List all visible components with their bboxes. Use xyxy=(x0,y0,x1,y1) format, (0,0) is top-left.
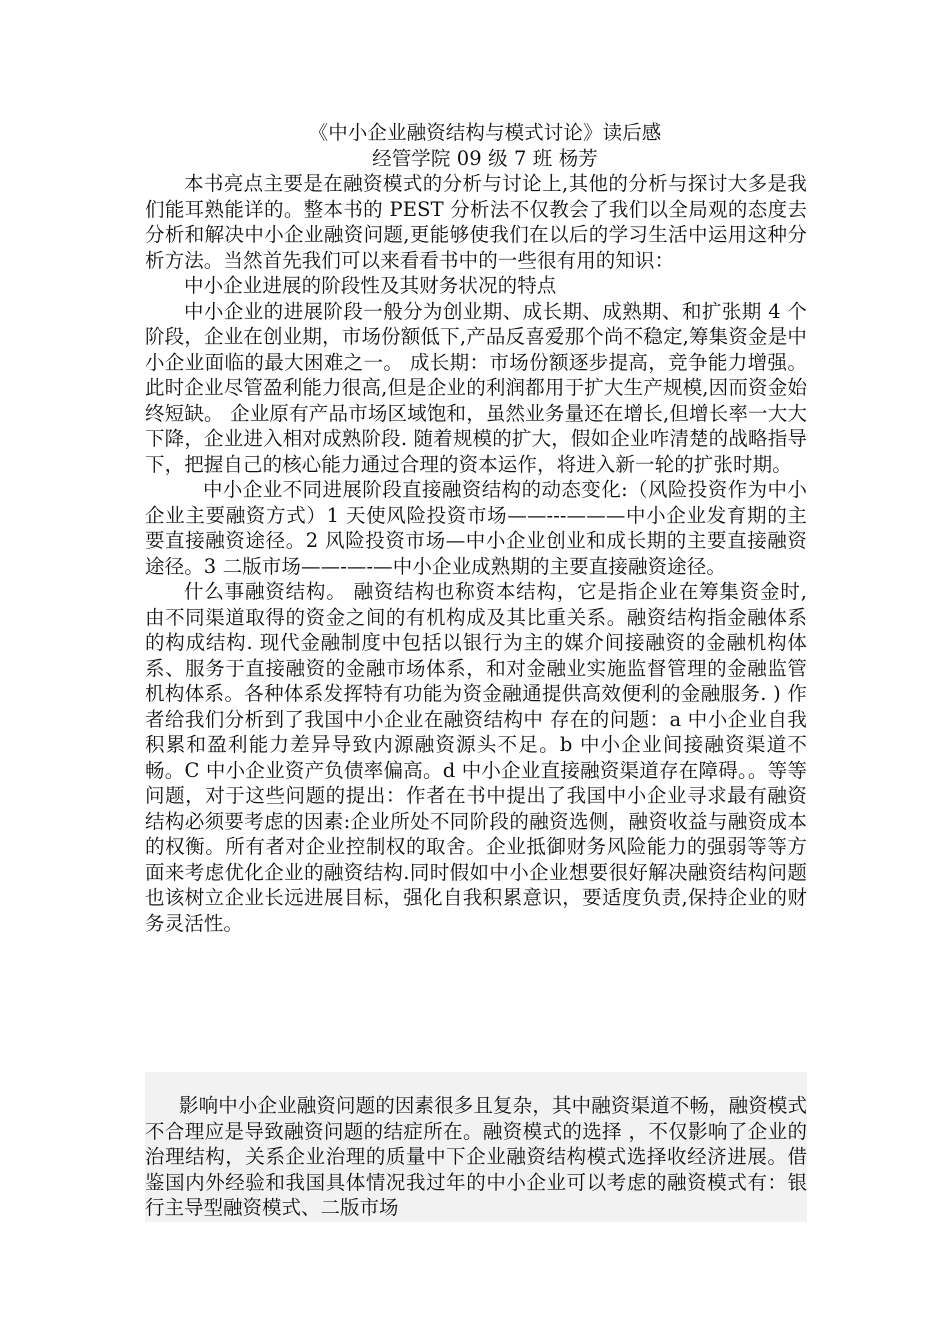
paragraph-financing-structure: 什么事融资结构。 融资结构也称资本结构，它是指企业在筹集资金时, 由不同渠道取得的资金之间的有机构成及其比重关系。融资结构指金融体系的构成结构. 现代金融制度中包括以银行为主的媒介间接融资的金融机构体系、服务于直接融资的金融市场体系，和对金融业实施监督管理的金融监管机构体系。各种体系发挥特有功能为资金融通提供高效便利的金融服务. ) 作者给我们分析到了我国中小企业在融资结构中 存在的问题：a 中小企业自我积累和盈利能力差异导致内源融资源头不足。b 中小企业间接融资渠道不畅。C 中小企业资产负债率偏高。d 中小企业直接融资渠道存在障碍。。等等问题，对于这些问题的提出：作者在书中提出了我国中小企业寻求最有融资结构必须要考虑的因素:企业所处不同阶段的融资选侧，融资收益与融资成本的权衡。所有者对企业控制权的取舍。企业抵御财务风险能力的强弱等等方面来考虑优化企业的融资结构.同时假如中小企业想要很好解决融资结构问题也该树立企业长远进展目标，强化自我积累意识，要适度负责,保持企业的财务灵活性。 xyxy=(145,580,807,935)
paragraph-financing-modes: 影响中小企业融资问题的因素很多且复杂，其中融资渠道不畅，融资模式不合理应是导致融资问题的结症所在。融资模式的选择 ，不仅影响了企业的治理结构，关系企业治理的质量中下企业融资结构模式选择收经济进展。借鉴国内外经验和我国具体情况我过年的中小企业可以考虑的融资模式有：银行主导型融资模式、二版市场 xyxy=(145,1094,807,1219)
paragraph-development-stages: 中小企业的进展阶段一般分为创业期、成长期、成熟期、和扩张期 4 个阶段，企业在创业期，市场份额低下,产品反喜爱那个尚不稳定,筹集资金是中小企业面临的最大困难之一。 成长期：市场份额逐步提高，竞争能力增强。 此时企业尽管盈利能力很高,但是企业的利润都用于扩大生产规模,因而资金始终短缺。 企业原有产品市场区域饱和，虽然业务量还在增长,但增长率一大大下降，企业进入相对成熟阶段. 随着规模的扩大，假如企业咋清楚的战略指导下，把握自己的核心能力通过合理的资本运作，将进入新一轮的扩张时期。 xyxy=(145,299,807,476)
paragraph-intro: 本书亮点主要是在融资模式的分析与讨论上,其他的分析与探讨大多是我们能耳熟能详的。整本书的 PEST 分析法不仅教会了我们以全局观的态度去分析和解决中小企业融资问题,更能够使我们在以后的学习生活中运用这种分析方法。当然首先我们可以来看看书中的一些很有用的知识： xyxy=(145,172,807,272)
paragraph-financing-structure-changes: 中小企业不同进展阶段直接融资结构的动态变化:（风险投资作为中小企业主要融资方式）1 天使风险投资市场——---———中小企业发育期的主要直接融资途径。2 风险投资市场—中小企业创业和成长期的主要直接融资途径。3 二版市场——-—-—中小企业成熟期的主要直接融资途径。 xyxy=(145,478,807,578)
author-byline: 经管学院 09 级 7 班 杨芳 xyxy=(372,146,598,170)
section-heading: 中小企业进展的阶段性及其财务状况的特点 xyxy=(184,274,557,297)
document-body xyxy=(145,120,807,936)
document-title: 《中小企业融资结构与模式讨论》读后感 xyxy=(308,121,662,144)
document-body-continued xyxy=(145,1093,807,1221)
